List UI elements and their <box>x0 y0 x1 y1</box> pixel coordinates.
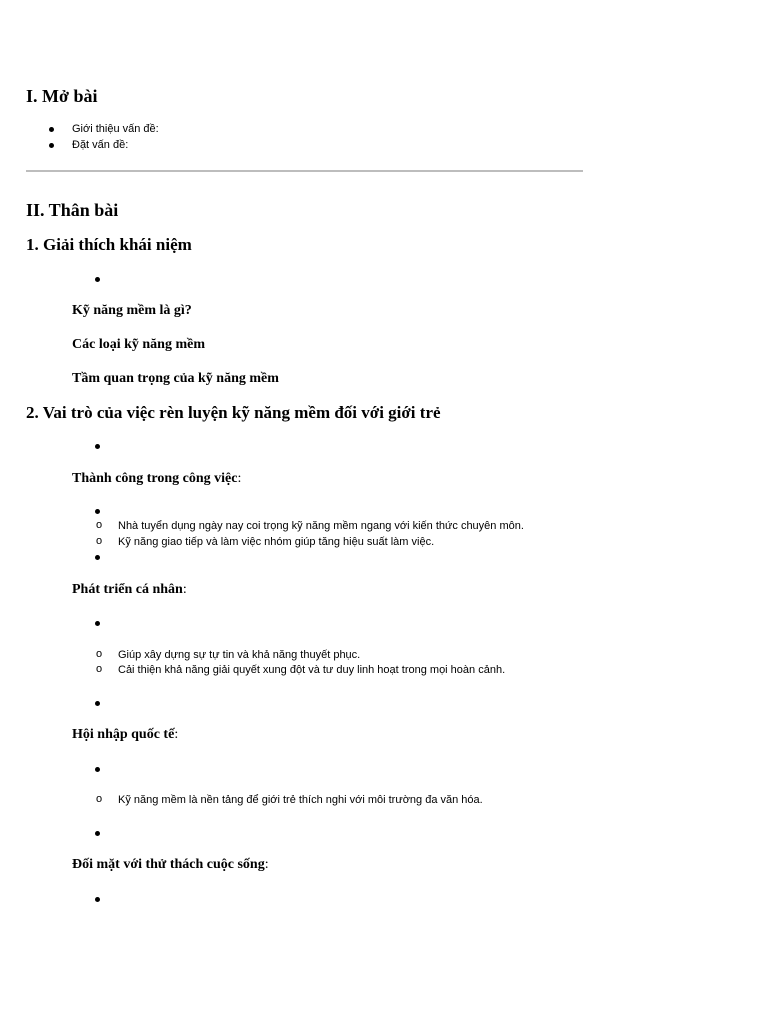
bullet-icon <box>49 143 54 148</box>
intro-bullet-1: Giới thiệu vấn đề: <box>72 123 159 135</box>
horizontal-divider <box>26 170 583 172</box>
bullet-icon <box>95 555 100 560</box>
bullet-icon <box>95 621 100 626</box>
concept-item-1: Kỹ năng mềm là gì? <box>72 303 192 318</box>
group-title-challenges: Đối mặt với thử thách cuộc sống: <box>72 857 269 872</box>
section-heading-intro: I. Mở bài <box>26 86 98 106</box>
integration-point-1: Kỹ năng mềm là nền tảng để giới trẻ thích nghi với môi trường đa văn hóa. <box>118 794 483 806</box>
bullet-icon <box>49 127 54 132</box>
group-title-personal: Phát triển cá nhân: <box>72 582 187 597</box>
intro-bullet-2: Đặt vấn đề: <box>72 139 129 151</box>
bullet-icon <box>95 701 100 706</box>
circle-bullet-icon: o <box>96 535 103 547</box>
work-point-2: Kỹ năng giao tiếp và làm việc nhóm giúp tăng hiệu suất làm việc. <box>118 536 435 548</box>
bullet-icon <box>95 509 100 514</box>
bullet-icon <box>95 444 100 449</box>
concept-item-2: Các loại kỹ năng mềm <box>72 337 205 352</box>
subsection-heading-concepts: 1. Giải thích khái niệm <box>26 235 192 254</box>
bullet-icon <box>95 277 100 282</box>
personal-point-2: Cải thiện khả năng giải quyết xung đột và tư duy linh hoạt trong mọi hoàn cảnh. <box>118 664 506 676</box>
group-title-integration: Hội nhập quốc tế: <box>72 727 179 742</box>
concept-item-3: Tầm quan trọng của kỹ năng mềm <box>72 371 279 386</box>
subsection-heading-roles: 2. Vai trò của việc rèn luyện kỹ năng mềm đối với giới trẻ <box>26 403 441 422</box>
section-heading-body: II. Thân bài <box>26 200 119 220</box>
personal-point-1: Giúp xây dựng sự tự tin và khả năng thuyết phục. <box>118 649 361 661</box>
circle-bullet-icon: o <box>96 793 103 805</box>
group-title-work: Thành công trong công việc: <box>72 471 242 486</box>
work-point-1: Nhà tuyển dụng ngày nay coi trọng kỹ năng mềm ngang với kiến thức chuyên môn. <box>118 520 524 532</box>
bullet-icon <box>95 831 100 836</box>
bullet-icon <box>95 767 100 772</box>
bullet-icon <box>95 897 100 902</box>
circle-bullet-icon: o <box>96 663 103 675</box>
circle-bullet-icon: o <box>96 648 103 660</box>
circle-bullet-icon: o <box>96 519 103 531</box>
